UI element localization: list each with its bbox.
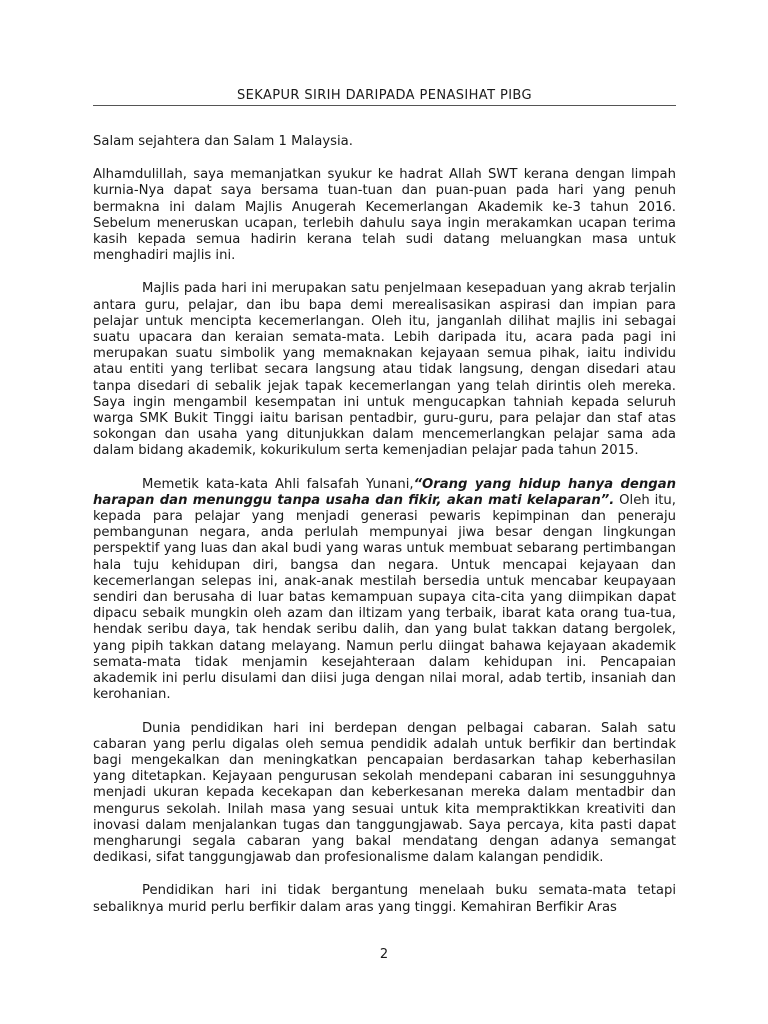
title-underline xyxy=(93,105,676,106)
paragraph-3-lead: Memetik kata-kata Ahli falsafah Yunani, xyxy=(142,476,414,492)
paragraph-3 xyxy=(93,477,676,704)
page-title: SEKAPUR SIRIH DARIPADA PENASIHAT PIBG xyxy=(236,88,532,103)
paragraph-1: Alhamdulillah, saya memanjatkan syukur ke hadrat Allah SWT kerana dengan limpah kurnia-Nya dapat saya bersama tuan-tuan dan puan-puan pada hari yang penuh bermakna ini dalam Majlis Anugerah Kecemerlangan Akademik ke-3 tahun 2016. Sebelum meneruskan ucapan, terlebih dahulu saya ingin merakamkan ucapan terima kasih kepada semua hadirin kerana telah sudi datang meluangkan masa untuk menghadiri majlis ini. xyxy=(93,167,676,264)
greeting-paragraph: Salam sejahtera dan Salam 1 Malaysia. xyxy=(93,134,353,149)
paragraph-2: Majlis pada hari ini merupakan satu penjelmaan kesepaduan yang akrab terjalin antara guru, pelajar, dan ibu bapa demi merealisasikan aspirasi dan impian para pelajar untuk mencipta kecemerlangan. Oleh itu, janganlah dilihat majlis ini sebagai suatu upacara dan keraian semata-mata. Lebih daripada itu, acara pada pagi ini merupakan suatu simbolik yang memaknakan kejayaan semua pihak, iaitu individu atau entiti yang terlibat secara langsung atau tidak langsung, dengan disedari atau tanpa disedari di sebalik jejak tapak kecemerlangan yang telah dirintis oleh mereka. Saya ingin mengambil kesempatan ini untuk mengucapkan tahniah kepada seluruh warga SMK Bukit Tinggi iaitu barisan pentadbir, guru-guru, para pelajar dan staf atas sokongan dan usaha yang ditunjukkan dalam mencemerlangkan pelajar sama ada dalam bidang akademik, kokurikulum serta kemenjadian pelajar pada tahun 2015. xyxy=(93,281,676,459)
paragraph-3-rest: Oleh itu, kepada para pelajar yang menjadi generasi pewaris kepimpinan dan peneraju pembangunan negara, anda perlulah mempunyai jiwa besar dengan lingkungan perspektif yang luas dan akal budi yang waras untuk membuat sebarang pertimbangan hala tuju kehidupan diri, bangsa dan negara. Untuk mencapai kejayaan dan kecemerlangan selepas ini, anak-anak mestilah bersedia untuk mencabar keupayaan sendiri dan berusaha di luar batas kemampuan supaya cita-cita yang diimpikan dapat dipacu sebaik mungkin oleh azam dan iltizam yang terbaik, ibarat kata orang tua-tua, hendak seribu daya, tak hendak seribu dalih, dan yang bulat takkan datang bergolek, yang pipih takkan datang melayang. Namun perlu diingat bahawa kejayaan akademik semata-mata tidak menjamin kesejahteraan dalam kehidupan ini. Pencapaian akademik ini perlu disulami dan diisi juga dengan nilai moral, adab tertib, insaniah dan kerohanian. xyxy=(93,492,676,703)
philosopher-quote: “Orang yang hidup hanya dengan harapan dan menunggu tanpa usaha dan fikir, akan mati kelaparan”. xyxy=(93,476,676,508)
paragraph-4: Dunia pendidikan hari ini berdepan dengan pelbagai cabaran. Salah satu cabaran yang perlu digalas oleh semua pendidik adalah untuk berfikir dan bertindak bagi mengekalkan dan meningkatkan pencapaian berdasarkan tahap keberhasilan yang ditetapkan. Kejayaan pengurusan sekolah mendepani cabaran ini sesungguhnya menjadi ukuran kepada kecekapan dan keberkesanan mereka dalam mentadbir dan mengurus sekolah. Inilah masa yang sesuai untuk kita mempraktikkan kreativiti dan inovasi dalam menjalankan tugas dan tanggungjawab. Saya percaya, kita pasti dapat mengharungi segala cabaran yang bakal mendatang dengan adanya semangat dedikasi, sifat tanggungjawab dan profesionalisme dalam kalangan pendidik. xyxy=(93,720,676,866)
document-body xyxy=(93,134,676,916)
page-number: 2 xyxy=(379,947,389,962)
paragraph-5: Pendidikan hari ini tidak bergantung menelaah buku semata-mata tetapi sebaliknya murid perlu berfikir dalam aras yang tinggi. Kemahiran Berfikir Aras xyxy=(93,883,676,915)
